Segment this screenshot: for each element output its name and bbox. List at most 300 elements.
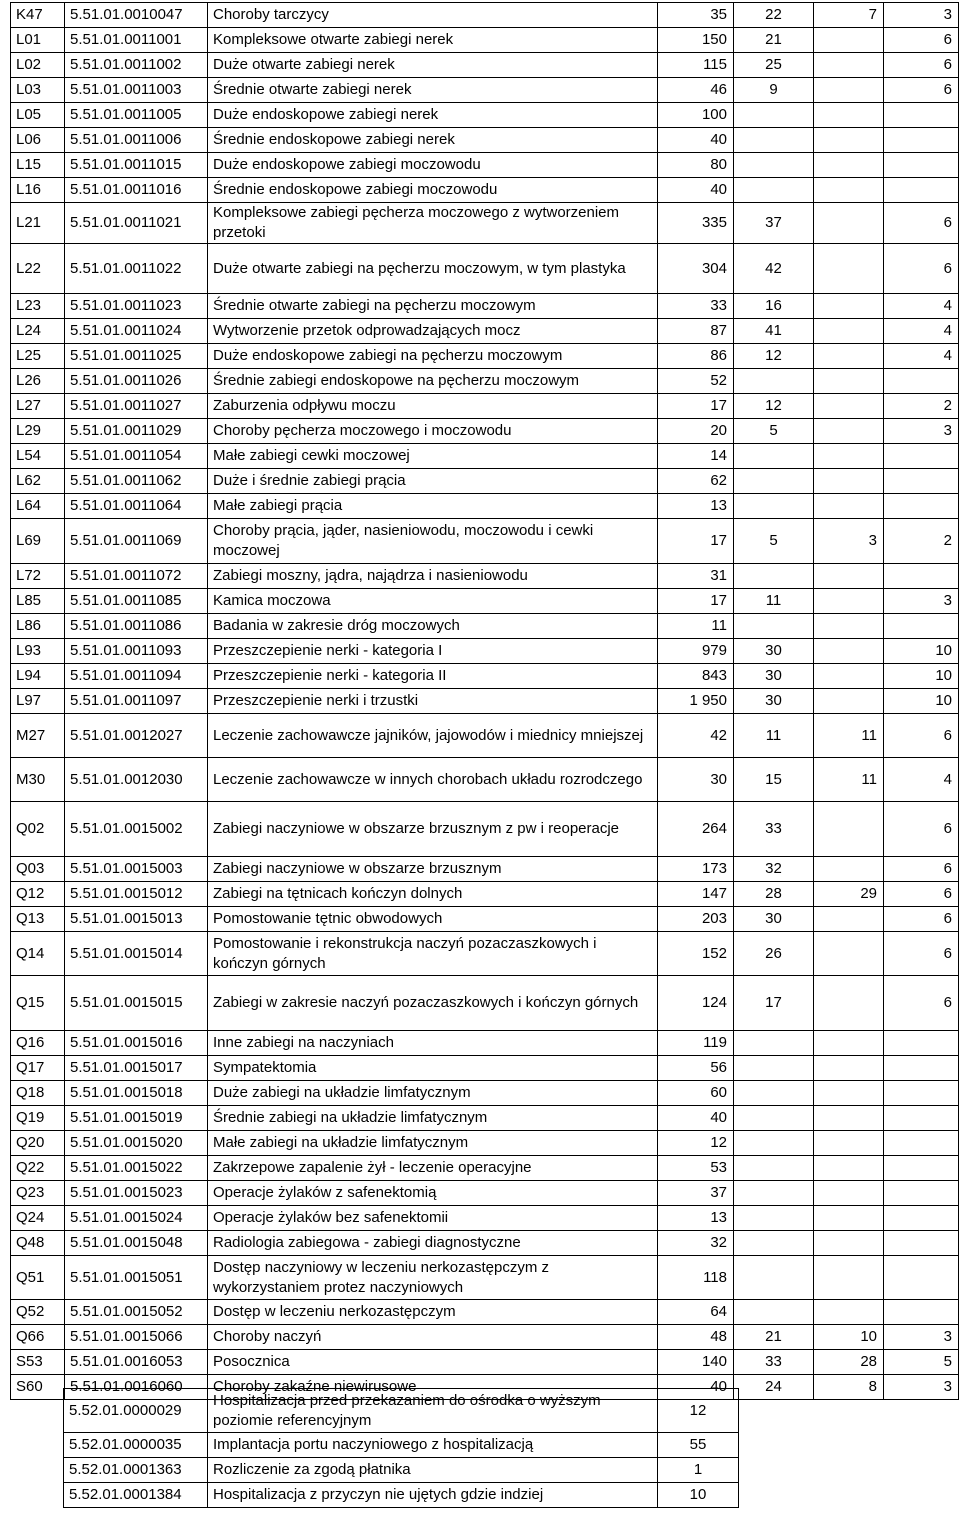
point-value: 33 [658, 294, 734, 319]
procedure-name: Średnie endoskopowe zabiegi moczowodu [208, 178, 658, 203]
threshold-1: 30 [734, 639, 814, 664]
procedure-code: 5.52.01.0000029 [64, 1389, 208, 1433]
group-code: L24 [11, 319, 65, 344]
threshold-1: 11 [734, 714, 814, 758]
procedure-code: 5.51.01.0011085 [65, 589, 208, 614]
threshold-3: 4 [884, 319, 959, 344]
table-row [11, 564, 959, 589]
procedure-name: Duże otwarte zabiegi nerek [208, 53, 658, 78]
point-value: 62 [658, 469, 734, 494]
table-row [11, 1056, 959, 1081]
procedure-name: Przeszczepienie nerki i trzustki [208, 689, 658, 714]
procedure-name: Leczenie zachowawcze jajników, jajowodów i miednicy mniejszej [208, 714, 658, 758]
group-code: L62 [11, 469, 65, 494]
threshold-2 [814, 1206, 884, 1231]
threshold-3: 2 [884, 394, 959, 419]
threshold-3: 4 [884, 344, 959, 369]
threshold-1: 12 [734, 394, 814, 419]
threshold-2 [814, 639, 884, 664]
threshold-3: 6 [884, 907, 959, 932]
point-value: 52 [658, 369, 734, 394]
procedure-name: Przeszczepienie nerki - kategoria II [208, 664, 658, 689]
table-row [11, 1325, 959, 1350]
group-code: Q24 [11, 1206, 65, 1231]
table-row [11, 469, 959, 494]
point-value: 152 [658, 932, 734, 976]
threshold-3 [884, 469, 959, 494]
additional-procedures-table [63, 1388, 739, 1508]
threshold-3: 6 [884, 78, 959, 103]
procedure-code: 5.51.01.0015014 [65, 932, 208, 976]
threshold-2: 3 [814, 519, 884, 564]
threshold-1: 22 [734, 3, 814, 28]
procedure-code: 5.51.01.0011029 [65, 419, 208, 444]
threshold-2: 29 [814, 882, 884, 907]
threshold-2 [814, 78, 884, 103]
procedure-name: Operacje żylaków z safenektomią [208, 1181, 658, 1206]
threshold-1 [734, 1231, 814, 1256]
group-code: L15 [11, 153, 65, 178]
main-table [10, 2, 959, 1400]
group-code: Q12 [11, 882, 65, 907]
procedure-name: Pomostowanie i rekonstrukcja naczyń pozaczaszkowych i kończyn górnych [208, 932, 658, 976]
procedure-name: Posocznica [208, 1350, 658, 1375]
threshold-1 [734, 128, 814, 153]
main-table-body [11, 3, 959, 1400]
group-code: L25 [11, 344, 65, 369]
table-row [11, 319, 959, 344]
procedure-name: Hospitalizacja z przyczyn nie ujętych gdzie indziej [208, 1483, 658, 1508]
threshold-2 [814, 128, 884, 153]
procedure-name: Średnie otwarte zabiegi na pęcherzu moczowym [208, 294, 658, 319]
procedure-name: Radiologia zabiegowa - zabiegi diagnostyczne [208, 1231, 658, 1256]
procedure-code: 5.51.01.0011069 [65, 519, 208, 564]
table-row [11, 639, 959, 664]
threshold-2 [814, 1156, 884, 1181]
table-row [11, 294, 959, 319]
procedure-code: 5.51.01.0011054 [65, 444, 208, 469]
threshold-3 [884, 1181, 959, 1206]
threshold-2 [814, 857, 884, 882]
procedure-name: Zabiegi naczyniowe w obszarze brzusznym z pw i reoperacje [208, 802, 658, 857]
table-row [11, 203, 959, 244]
procedure-name: Duże endoskopowe zabiegi na pęcherzu moczowym [208, 344, 658, 369]
point-value: 60 [658, 1081, 734, 1106]
threshold-3: 6 [884, 802, 959, 857]
table-row [11, 1156, 959, 1181]
point-value: 56 [658, 1056, 734, 1081]
threshold-1: 15 [734, 758, 814, 802]
point-value: 35 [658, 3, 734, 28]
procedure-name: Średnie endoskopowe zabiegi nerek [208, 128, 658, 153]
group-code: L23 [11, 294, 65, 319]
procedure-code: 5.51.01.0011094 [65, 664, 208, 689]
table-row [11, 78, 959, 103]
point-value: 40 [658, 1106, 734, 1131]
point-value: 46 [658, 78, 734, 103]
table-row [11, 589, 959, 614]
group-code: L27 [11, 394, 65, 419]
table-row [64, 1458, 739, 1483]
procedure-code: 5.51.01.0015016 [65, 1031, 208, 1056]
threshold-1: 33 [734, 802, 814, 857]
table-row [11, 932, 959, 976]
threshold-2: 11 [814, 758, 884, 802]
group-code: S60 [11, 1375, 65, 1400]
threshold-1 [734, 369, 814, 394]
threshold-2 [814, 1231, 884, 1256]
threshold-1 [734, 614, 814, 639]
table-row [11, 178, 959, 203]
procedure-code: 5.51.01.0015066 [65, 1325, 208, 1350]
procedure-code: 5.51.01.0015002 [65, 802, 208, 857]
group-code: L86 [11, 614, 65, 639]
procedure-name: Zabiegi naczyniowe w obszarze brzusznym [208, 857, 658, 882]
point-value: 264 [658, 802, 734, 857]
threshold-2 [814, 907, 884, 932]
threshold-1 [734, 1081, 814, 1106]
point-value: 140 [658, 1350, 734, 1375]
threshold-1: 30 [734, 664, 814, 689]
procedure-name: Operacje żylaków bez safenektomii [208, 1206, 658, 1231]
threshold-1: 42 [734, 244, 814, 294]
threshold-3: 6 [884, 714, 959, 758]
procedure-code: 5.51.01.0015003 [65, 857, 208, 882]
procedure-name: Rozliczenie za zgodą płatnika [208, 1458, 658, 1483]
table-row [11, 1131, 959, 1156]
group-code: Q18 [11, 1081, 65, 1106]
group-code: Q51 [11, 1256, 65, 1300]
procedure-name: Kompleksowe otwarte zabiegi nerek [208, 28, 658, 53]
procedure-name: Hospitalizacja przed przekazaniem do ośrodka o wyższym poziomie referencyjnym [208, 1389, 658, 1433]
threshold-3 [884, 1056, 959, 1081]
group-code: Q20 [11, 1131, 65, 1156]
point-value: 55 [658, 1433, 739, 1458]
procedure-name: Zabiegi na tętnicach kończyn dolnych [208, 882, 658, 907]
point-value: 124 [658, 976, 734, 1031]
point-value: 31 [658, 564, 734, 589]
threshold-1 [734, 469, 814, 494]
group-code: L21 [11, 203, 65, 244]
table-row [11, 369, 959, 394]
group-code: Q16 [11, 1031, 65, 1056]
procedure-name: Średnie otwarte zabiegi nerek [208, 78, 658, 103]
threshold-1: 30 [734, 689, 814, 714]
procedure-code: 5.51.01.0011015 [65, 153, 208, 178]
procedure-name: Wytworzenie przetok odprowadzających mocz [208, 319, 658, 344]
procedure-code: 5.51.01.0011021 [65, 203, 208, 244]
threshold-3: 6 [884, 976, 959, 1031]
threshold-2 [814, 1300, 884, 1325]
threshold-2 [814, 689, 884, 714]
group-code: L01 [11, 28, 65, 53]
table-row [11, 494, 959, 519]
threshold-2 [814, 1131, 884, 1156]
table-row [11, 882, 959, 907]
group-code: Q19 [11, 1106, 65, 1131]
group-code: K47 [11, 3, 65, 28]
threshold-3 [884, 444, 959, 469]
threshold-2 [814, 203, 884, 244]
procedure-code: 5.51.01.0015024 [65, 1206, 208, 1231]
procedure-name: Średnie zabiegi na układzie limfatycznym [208, 1106, 658, 1131]
threshold-3 [884, 178, 959, 203]
threshold-3: 3 [884, 589, 959, 614]
group-code: L69 [11, 519, 65, 564]
threshold-1: 16 [734, 294, 814, 319]
procedure-code: 5.51.01.0016053 [65, 1350, 208, 1375]
group-code: Q48 [11, 1231, 65, 1256]
procedure-name: Zabiegi w zakresie naczyń pozaczaszkowych i kończyn górnych [208, 976, 658, 1031]
threshold-1 [734, 1106, 814, 1131]
threshold-2 [814, 244, 884, 294]
procedure-code: 5.51.01.0011025 [65, 344, 208, 369]
point-value: 119 [658, 1031, 734, 1056]
table-row [11, 244, 959, 294]
procedure-code: 5.52.01.0001363 [64, 1458, 208, 1483]
procedure-code: 5.51.01.0015048 [65, 1231, 208, 1256]
procedure-name: Kompleksowe zabiegi pęcherza moczowego z wytworzeniem przetoki [208, 203, 658, 244]
threshold-2 [814, 589, 884, 614]
point-value: 11 [658, 614, 734, 639]
threshold-3 [884, 1256, 959, 1300]
table-row [11, 664, 959, 689]
procedure-name: Średnie zabiegi endoskopowe na pęcherzu moczowym [208, 369, 658, 394]
threshold-2 [814, 564, 884, 589]
threshold-1 [734, 1056, 814, 1081]
procedure-code: 5.51.01.0011006 [65, 128, 208, 153]
threshold-1: 12 [734, 344, 814, 369]
table-row [11, 53, 959, 78]
procedure-code: 5.51.01.0011062 [65, 469, 208, 494]
group-code: Q15 [11, 976, 65, 1031]
threshold-3 [884, 1131, 959, 1156]
procedure-name: Duże endoskopowe zabiegi nerek [208, 103, 658, 128]
threshold-3: 6 [884, 882, 959, 907]
group-code: Q23 [11, 1181, 65, 1206]
procedure-code: 5.51.01.0015051 [65, 1256, 208, 1300]
table-row [11, 907, 959, 932]
threshold-1: 37 [734, 203, 814, 244]
point-value: 17 [658, 394, 734, 419]
table-row [11, 976, 959, 1031]
threshold-2 [814, 444, 884, 469]
point-value: 1 [658, 1458, 739, 1483]
procedure-code: 5.51.01.0012027 [65, 714, 208, 758]
threshold-2 [814, 1056, 884, 1081]
group-code: Q66 [11, 1325, 65, 1350]
threshold-1: 30 [734, 907, 814, 932]
group-code: S53 [11, 1350, 65, 1375]
threshold-3: 6 [884, 244, 959, 294]
procedure-name: Zabiegi moszny, jądra, najądrza i nasieniowodu [208, 564, 658, 589]
threshold-2 [814, 394, 884, 419]
threshold-2 [814, 1031, 884, 1056]
procedure-name: Choroby pęcherza moczowego i moczowodu [208, 419, 658, 444]
threshold-2 [814, 153, 884, 178]
threshold-2 [814, 344, 884, 369]
procedure-name: Małe zabiegi prącia [208, 494, 658, 519]
table-row [11, 3, 959, 28]
point-value: 304 [658, 244, 734, 294]
group-code: L54 [11, 444, 65, 469]
table-row [11, 28, 959, 53]
procedure-code: 5.51.01.0011093 [65, 639, 208, 664]
threshold-3: 3 [884, 1375, 959, 1400]
point-value: 17 [658, 589, 734, 614]
point-value: 17 [658, 519, 734, 564]
table-row [11, 444, 959, 469]
point-value: 13 [658, 494, 734, 519]
threshold-1 [734, 444, 814, 469]
table-row [64, 1483, 739, 1508]
procedure-name: Choroby zakaźne niewirusowe [208, 1375, 658, 1400]
group-code: Q22 [11, 1156, 65, 1181]
threshold-2: 7 [814, 3, 884, 28]
threshold-3: 5 [884, 1350, 959, 1375]
point-value: 53 [658, 1156, 734, 1181]
threshold-1 [734, 1131, 814, 1156]
table-row [11, 1300, 959, 1325]
group-code: Q13 [11, 907, 65, 932]
threshold-3 [884, 1231, 959, 1256]
procedure-name: Sympatektomia [208, 1056, 658, 1081]
point-value: 115 [658, 53, 734, 78]
threshold-3: 3 [884, 1325, 959, 1350]
threshold-1: 17 [734, 976, 814, 1031]
procedure-name: Zaburzenia odpływu moczu [208, 394, 658, 419]
threshold-1 [734, 1300, 814, 1325]
table-row [64, 1389, 739, 1433]
procedure-name: Duże endoskopowe zabiegi moczowodu [208, 153, 658, 178]
procedure-code: 5.51.01.0016060 [65, 1375, 208, 1400]
group-code: L97 [11, 689, 65, 714]
threshold-1: 25 [734, 53, 814, 78]
group-code: L94 [11, 664, 65, 689]
threshold-3 [884, 1031, 959, 1056]
point-value: 203 [658, 907, 734, 932]
procedure-name: Małe zabiegi na układzie limfatycznym [208, 1131, 658, 1156]
procedure-name: Kamica moczowa [208, 589, 658, 614]
threshold-3 [884, 1106, 959, 1131]
threshold-1: 21 [734, 1325, 814, 1350]
group-code: L29 [11, 419, 65, 444]
procedure-code: 5.51.01.0015018 [65, 1081, 208, 1106]
threshold-2 [814, 802, 884, 857]
threshold-2 [814, 294, 884, 319]
group-code: L72 [11, 564, 65, 589]
threshold-2 [814, 469, 884, 494]
table-row [11, 128, 959, 153]
procedure-code: 5.51.01.0015052 [65, 1300, 208, 1325]
threshold-2 [814, 976, 884, 1031]
threshold-3 [884, 153, 959, 178]
point-value: 118 [658, 1256, 734, 1300]
threshold-1 [734, 564, 814, 589]
threshold-2 [814, 494, 884, 519]
procedure-name: Pomostowanie tętnic obwodowych [208, 907, 658, 932]
threshold-1 [734, 1206, 814, 1231]
procedure-code: 5.51.01.0011027 [65, 394, 208, 419]
threshold-2 [814, 53, 884, 78]
threshold-3 [884, 614, 959, 639]
procedure-name: Dostęp w leczeniu nerkozastępczym [208, 1300, 658, 1325]
procedure-code: 5.51.01.0015019 [65, 1106, 208, 1131]
table-row [11, 103, 959, 128]
point-value: 64 [658, 1300, 734, 1325]
point-value: 147 [658, 882, 734, 907]
group-code: L64 [11, 494, 65, 519]
threshold-1: 5 [734, 519, 814, 564]
threshold-1 [734, 1256, 814, 1300]
group-code: L16 [11, 178, 65, 203]
procedure-code: 5.51.01.0015015 [65, 976, 208, 1031]
table-row [64, 1433, 739, 1458]
threshold-3 [884, 103, 959, 128]
procedure-name: Małe zabiegi cewki moczowej [208, 444, 658, 469]
procedure-name: Choroby naczyń [208, 1325, 658, 1350]
procedure-name: Przeszczepienie nerki - kategoria I [208, 639, 658, 664]
threshold-1 [734, 1156, 814, 1181]
threshold-1: 11 [734, 589, 814, 614]
threshold-3: 3 [884, 3, 959, 28]
threshold-2 [814, 1081, 884, 1106]
threshold-3: 4 [884, 758, 959, 802]
threshold-2 [814, 103, 884, 128]
procedure-code: 5.51.01.0011086 [65, 614, 208, 639]
procedure-code: 5.52.01.0001384 [64, 1483, 208, 1508]
threshold-3 [884, 369, 959, 394]
table-row [11, 419, 959, 444]
threshold-2 [814, 932, 884, 976]
table-row [11, 758, 959, 802]
point-value: 150 [658, 28, 734, 53]
point-value: 20 [658, 419, 734, 444]
point-value: 335 [658, 203, 734, 244]
table-row [11, 1106, 959, 1131]
threshold-3 [884, 128, 959, 153]
table-row [11, 519, 959, 564]
threshold-1 [734, 1031, 814, 1056]
threshold-1: 32 [734, 857, 814, 882]
point-value: 979 [658, 639, 734, 664]
threshold-3: 2 [884, 519, 959, 564]
point-value: 32 [658, 1231, 734, 1256]
threshold-2 [814, 319, 884, 344]
threshold-1 [734, 178, 814, 203]
point-value: 12 [658, 1131, 734, 1156]
threshold-2 [814, 178, 884, 203]
point-value: 40 [658, 178, 734, 203]
threshold-3 [884, 1081, 959, 1106]
threshold-3: 10 [884, 664, 959, 689]
additional-procedures-body [64, 1389, 739, 1508]
procedure-name: Inne zabiegi na naczyniach [208, 1031, 658, 1056]
procedure-code: 5.51.01.0011064 [65, 494, 208, 519]
procedure-code: 5.51.01.0015023 [65, 1181, 208, 1206]
threshold-2 [814, 1181, 884, 1206]
procedure-name: Choroby prącia, jąder, nasieniowodu, moczowodu i cewki moczowej [208, 519, 658, 564]
group-code: Q17 [11, 1056, 65, 1081]
group-code: L06 [11, 128, 65, 153]
point-value: 173 [658, 857, 734, 882]
point-value: 87 [658, 319, 734, 344]
group-code: M30 [11, 758, 65, 802]
procedure-name: Zakrzepowe zapalenie żył - leczenie operacyjne [208, 1156, 658, 1181]
table-row [11, 689, 959, 714]
point-value: 40 [658, 128, 734, 153]
threshold-3: 6 [884, 28, 959, 53]
